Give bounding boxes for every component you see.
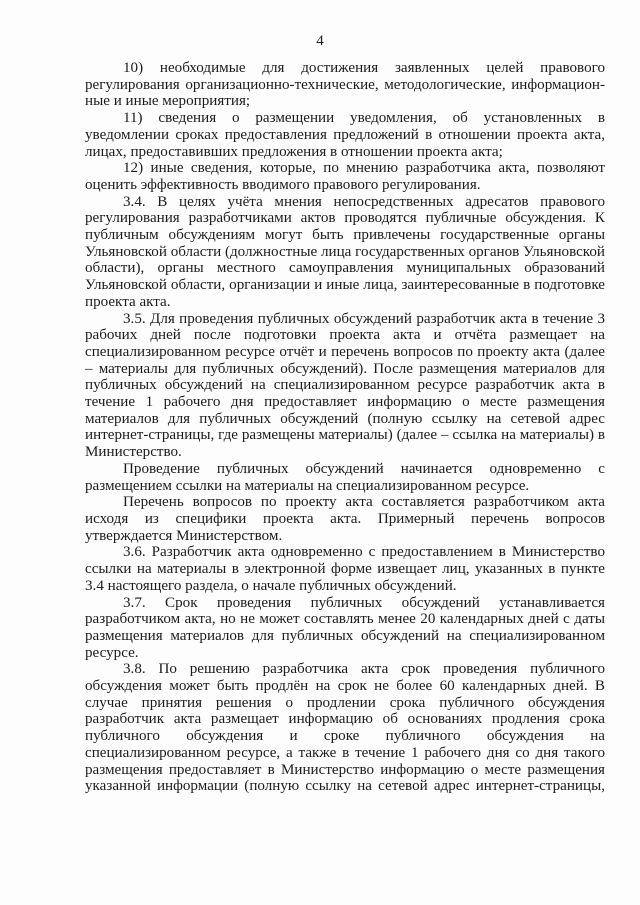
document-body — [85, 60, 605, 795]
paragraph-3-7: 3.7. Срок проведения публичных обсуждений устанавливается разработчиком акта, но не может составлять менее 20 календарных дней с даты размещения материалов для публичных обсуждений на специализированном ресурсе. — [85, 594, 605, 661]
paragraph-item-12: 12) иные сведения, которые, по мнению разработчика акта, позволяют оценить эффективность вводимого правового регулирования. — [85, 160, 605, 193]
page-number: 4 — [316, 33, 324, 49]
paragraph-3-6: 3.6. Разработчик акта одновременно с предоставлением в Министерство ссылки на материалы в электронной форме извещает лиц, указанных в пункте 3.4 настоящего раздела, о начале публичных обсуждений. — [85, 544, 605, 594]
paragraph-item-10: 10) необходимые для достижения заявленных целей правового регулирования организационно-технические, методологические, информационные и иные мероприятия; — [85, 60, 605, 110]
paragraph-item-11: 11) сведения о размещении уведомления, об установленных в уведомлении сроках предоставления предложений в отношении проекта акта, лицах, предоставивших предложения в отношении проекта акта; — [85, 110, 605, 160]
paragraph-3-8: 3.8. По решению разработчика акта срок проведения публичного обсуждения может быть продлён на срок не более 60 календарных дней. В случае принятия решения о продлении срока публичного обсуждения разработчик акта размещает информацию об основаниях продления срока публичного обсуждения и сроке публичного обсуждения на специализированном ресурсе, а также в течение 1 рабочего дня со дня такого размещения предоставляет в Министерство информацию о месте размещения указанной информации (полную ссылку на сетевой адрес интернет-страницы, — [85, 661, 605, 795]
paragraph-3-5-questions-list: Перечень вопросов по проекту акта составляется разработчиком акта исходя из специфики проекта акта. Примерный перечень вопросов утверждается Министерством. — [85, 494, 605, 544]
paragraph-3-5: 3.5. Для проведения публичных обсуждений разработчик акта в течение 3 рабочих дней после подготовки проекта акта и отчёта размещает на специализированном ресурсе отчёт и перечень вопросов по проекту акта (далее – материалы для публичных обсуждений). После размещения материалов для публичных обсуждений на специализированном ресурсе разработчик акта в течение 1 рабочего дня предоставляет информацию о месте размещения материалов для публичных обсуждений (полную ссылку на сетевой адрес интернет-страницы, где размещены материалы) (далее – ссылка на материалы) в Министерство. — [85, 310, 605, 461]
paragraph-3-5-discussion-start: Проведение публичных обсуждений начинается одновременно с размещением ссылки на материалы на специализированном ресурсе. — [85, 460, 605, 494]
paragraph-3-4: 3.4. В целях учёта мнения непосредственных адресатов правового регулирования разработчиками актов проводятся публичные обсуждения. К публичным обсуждениям могут быть привлечены государственные органы Ульяновской области (должностные лица государственных органов Ульяновской области), органы местного самоуправления муниципальных образований Ульяновской области, организации и иные лица, заинтересованные в подготовке проекта акта. — [85, 193, 605, 310]
